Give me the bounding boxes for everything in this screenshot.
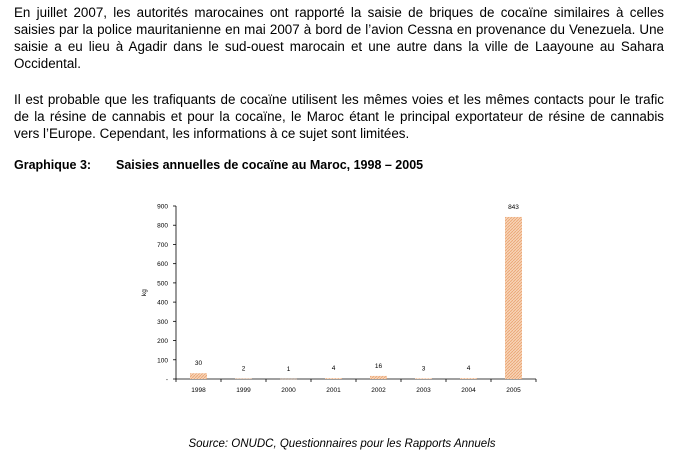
- x-tick-label: 1998: [191, 387, 206, 394]
- x-tick-label: 2000: [281, 387, 296, 394]
- x-tick-label: 2005: [506, 387, 521, 394]
- paragraph-line: Laayoune au Sahara Occidental.: [14, 39, 665, 71]
- y-tick-label: 800: [157, 222, 168, 230]
- paragraph-line: Il est probable que les trafiquants de cocaïne utilisent les mêmes voies et les mêmes contacts pour: [14, 92, 620, 107]
- x-tick-label: 2001: [326, 387, 341, 394]
- x-tick-label: 2004: [461, 387, 476, 394]
- data-label: 16: [374, 362, 383, 370]
- paragraph-line: le trafic de la résine de cannabis et pour la cocaïne, le Maroc étant le principal exportateur de: [14, 92, 664, 124]
- data-label: 2: [241, 365, 246, 373]
- x-tick-label: 2002: [371, 387, 386, 394]
- paragraph-line: résine de cannabis vers l’Europe. Cependant, les informations à ce sujet sont limitées.: [14, 109, 664, 141]
- bar: [370, 376, 387, 379]
- bar: [505, 217, 522, 379]
- y-tick-label: 600: [157, 261, 168, 269]
- figure-title: Saisies annuelles de cocaïne au Maroc, 1998 – 2005: [116, 158, 424, 172]
- bar: [415, 378, 432, 379]
- y-axis-label: kg: [141, 289, 148, 296]
- y-tick-label: 200: [157, 338, 168, 346]
- data-label: 1: [286, 365, 291, 373]
- y-tick-label: -: [165, 376, 168, 384]
- data-label: 4: [331, 365, 336, 373]
- y-tick-label: 900: [157, 203, 168, 211]
- bar: [325, 378, 342, 379]
- paragraph-line: Venezuela. Une saisie a eu lieu à Agadir dans le sud-ouest marocain et une autre dans la ville de: [14, 22, 664, 54]
- bar: [190, 373, 207, 379]
- bar: [460, 378, 477, 379]
- paragraph-line: En juillet 2007, les autorités marocaines ont rapporté la saisie de briques de cocaïne similaires à: [14, 5, 630, 20]
- figure-label: Graphique 3:: [14, 158, 92, 172]
- y-tick-label: 500: [157, 280, 168, 288]
- x-tick-label: 1999: [236, 387, 251, 394]
- source-note: Source: ONUDC, Questionnaires pour les Rapports Annuels: [188, 438, 496, 450]
- y-tick-label: 700: [157, 241, 168, 249]
- x-tick-label: 2003: [416, 387, 431, 394]
- paragraph-line: celles saisies par la police mauritanienne en mai 2007 à bord de l’avion Cessna en provenance du: [14, 5, 664, 37]
- y-tick-label: 400: [157, 299, 168, 307]
- y-tick-label: 300: [157, 318, 168, 326]
- data-label: 843: [508, 203, 519, 211]
- data-label: 3: [421, 365, 426, 373]
- data-label: 4: [466, 365, 471, 373]
- data-label: 30: [194, 360, 203, 368]
- y-tick-label: 100: [157, 357, 168, 365]
